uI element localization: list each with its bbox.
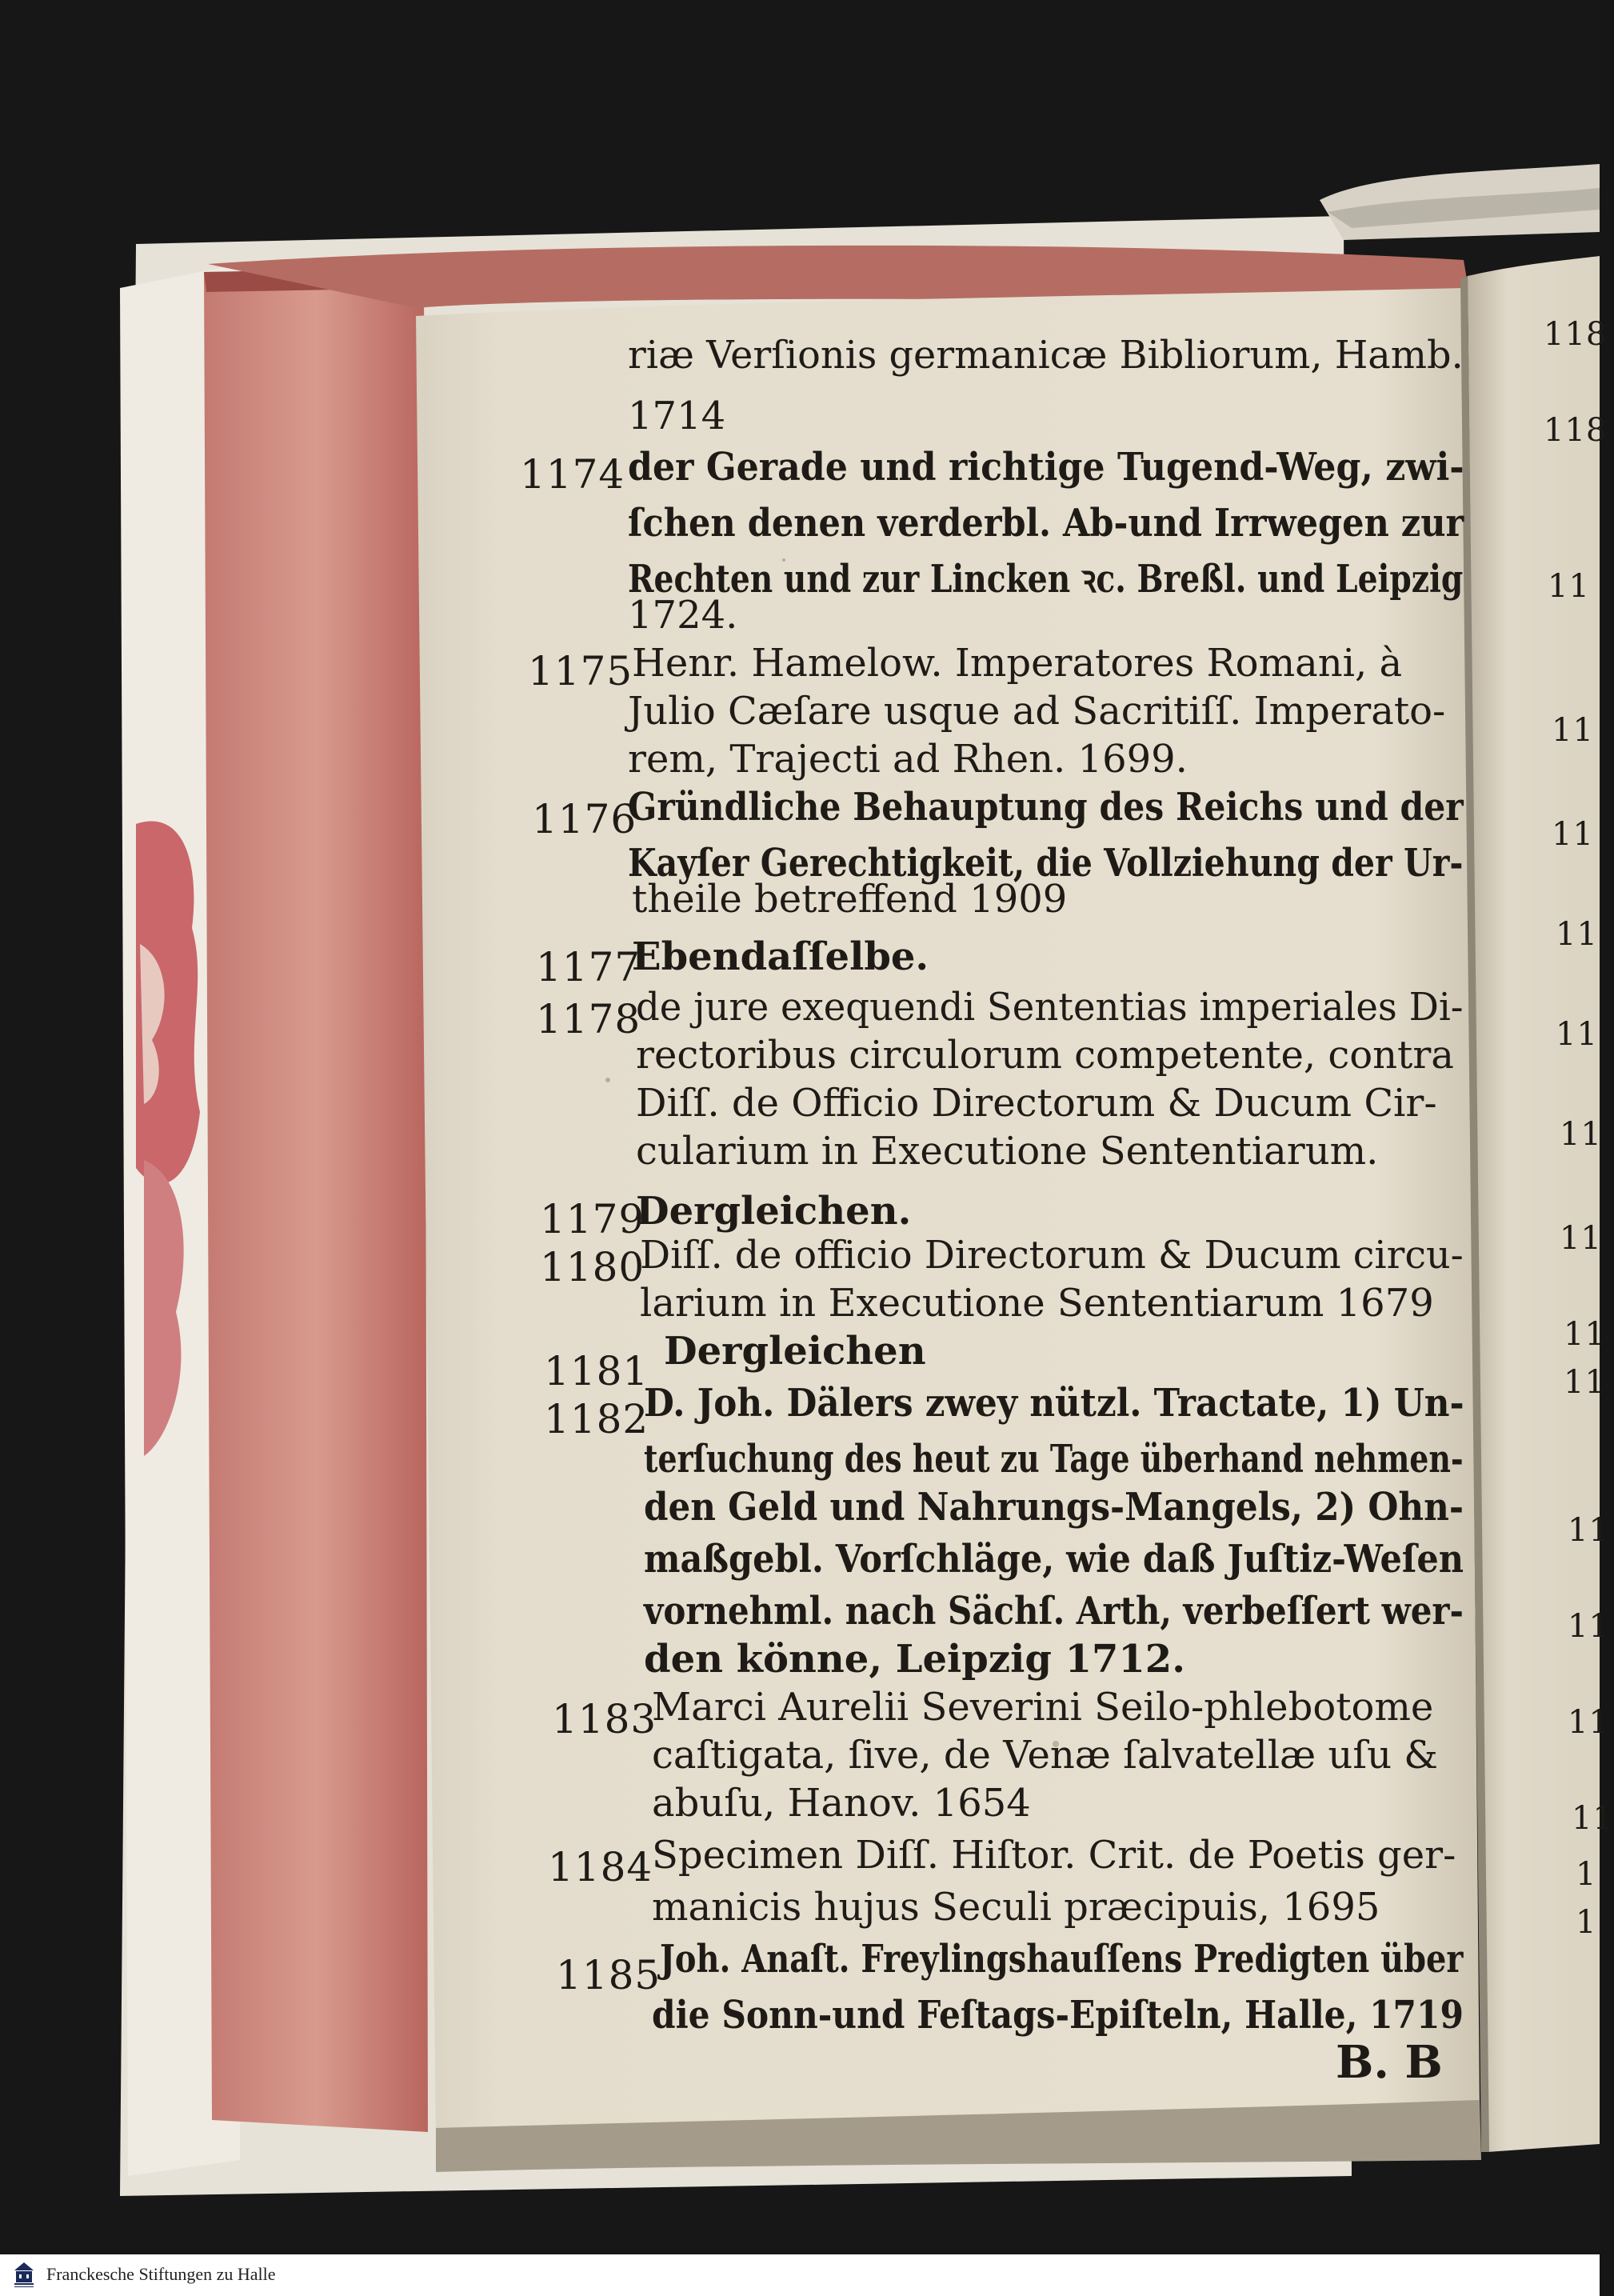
entry-line: riæ Verſionis germanicæ Bibliorum, Hamb. [628, 333, 1464, 378]
entry-line: Diſſ. de officio Directorum & Ducum circu- [640, 1233, 1464, 1278]
entry-line: cularium in Executione Sententiarum. [636, 1129, 1379, 1174]
next-page-fragment: 11 [1552, 816, 1594, 853]
entry-line: de jure exequendi Sententias imperiales Di- [636, 985, 1464, 1030]
entry-line: manicis hujus Seculi præcipuis, 1695 [652, 1885, 1380, 1930]
next-page-fragment: 11 [1548, 568, 1590, 605]
next-page-fragment: 11 [1556, 1016, 1598, 1053]
entry-number: 1180 [540, 1244, 645, 1290]
next-page-fragment: 118 [1544, 412, 1608, 449]
entry-line: Specimen Diſſ. Hiſtor. Crit. de Poetis ger- [652, 1833, 1456, 1878]
next-page-fragment: 1 [1576, 1904, 1597, 1941]
entry-number: 1174 [520, 451, 625, 498]
entry-line: den Geld und Nahrungs-Mangels, 2) Ohn- [644, 1485, 1464, 1530]
entry-line: der Gerade und richtige Tugend-Weg, zwi- [628, 445, 1464, 490]
entry-number: 1182 [544, 1396, 649, 1442]
next-page-fragment: 11 [1572, 1800, 1614, 1837]
entry-line: Marci Aurelii Severini Seilo-phlebotome [652, 1685, 1434, 1730]
next-page-fragment: 11 [1568, 1704, 1610, 1741]
foundation-logo-icon [8, 2259, 40, 2291]
next-page-fragment: 11 [1556, 916, 1598, 953]
next-page-fragment: 11 [1564, 1364, 1606, 1401]
entry-line: 1714 [628, 394, 726, 438]
entry-number: 1183 [552, 1696, 657, 1742]
entry-line: Ebendaſſelbe. [632, 934, 929, 979]
footer-text: Franckesche Stiftungen zu Halle [46, 2264, 276, 2284]
entry-line: Rechten und zur Lincken ꝛc. Breßl. und Leipzig [628, 557, 1464, 602]
entry-line: 1724. [628, 593, 738, 638]
entry-number: 1184 [548, 1844, 653, 1890]
entry-line: den könne, Leipzig 1712. [644, 1637, 1185, 1682]
entry-line: caſtigata, ſive, de Venæ ſalvatellæ uſu & [652, 1733, 1438, 1778]
entry-line: Kayſer Gerechtigkeit, die Vollziehung der Ur- [628, 841, 1464, 886]
next-page-fragment: 11 [1568, 1512, 1610, 1549]
entry-number: 1185 [556, 1952, 661, 1998]
next-page-fragment: 11 [1560, 1116, 1602, 1153]
entry-number: 1177 [536, 944, 641, 990]
entry-line: Dergleichen. [636, 1189, 912, 1234]
entry-line: rem, Trajecti ad Rhen. 1699. [628, 737, 1188, 782]
entry-number: 1179 [540, 1196, 645, 1242]
footer-bar [0, 2254, 1600, 2296]
next-page-fragment: 1 [1576, 1856, 1597, 1893]
entry-number: 1181 [544, 1348, 649, 1394]
entry-line: die Sonn-und Feſtags-Epiſteln, Halle, 1719 [652, 1993, 1464, 2038]
entry-line: ſchen denen verderbl. Ab-und Irrwegen zur [628, 501, 1464, 546]
entry-line: Julio Cæſare usque ad Sacritiſſ. Imperato- [628, 689, 1446, 734]
entry-line: maßgebl. Vorſchläge, wie daß Juſtiz-Weſen [644, 1537, 1464, 1582]
next-page-fragment: 118 [1544, 316, 1608, 353]
entry-line: larium in Executione Sententiarum 1679 [640, 1281, 1434, 1326]
entry-line: Gründliche Behauptung des Reichs und der [628, 785, 1464, 830]
entry-line: terſuchung des heut zu Tage überhand nehmen- [644, 1437, 1464, 1482]
next-page-fragment: 11 [1560, 1220, 1602, 1257]
next-page-fragment: 11 [1564, 1316, 1606, 1353]
entry-line: Diſſ. de Officio Directorum & Ducum Cir- [636, 1081, 1437, 1126]
next-page-fragment: 11 [1552, 712, 1594, 749]
entry-line: D. Joh. Dälers zwey nützl. Tractate, 1) Un- [644, 1381, 1464, 1426]
entry-line: rectoribus circulorum competente, contra [636, 1033, 1454, 1078]
entry-number: 1175 [528, 648, 633, 694]
entry-line: theile betreffend 1909 [632, 877, 1068, 922]
signature-mark: B. B [1336, 2036, 1443, 2089]
entry-number: 1178 [536, 996, 641, 1042]
entry-line: abuſu, Hanov. 1654 [652, 1781, 1031, 1826]
entry-number: 1176 [532, 796, 637, 842]
entry-line: Dergleichen [664, 1329, 926, 1374]
next-page-fragment: 11 [1568, 1608, 1610, 1645]
entry-line: Joh. Anaſt. Freylingshauſſens Predigten über [660, 1937, 1464, 1982]
entry-line: Henr. Hamelow. Imperatores Romani, à [632, 641, 1403, 686]
entry-line: vornehml. nach Sächſ. Arth, verbeſſert wer- [644, 1589, 1464, 1634]
